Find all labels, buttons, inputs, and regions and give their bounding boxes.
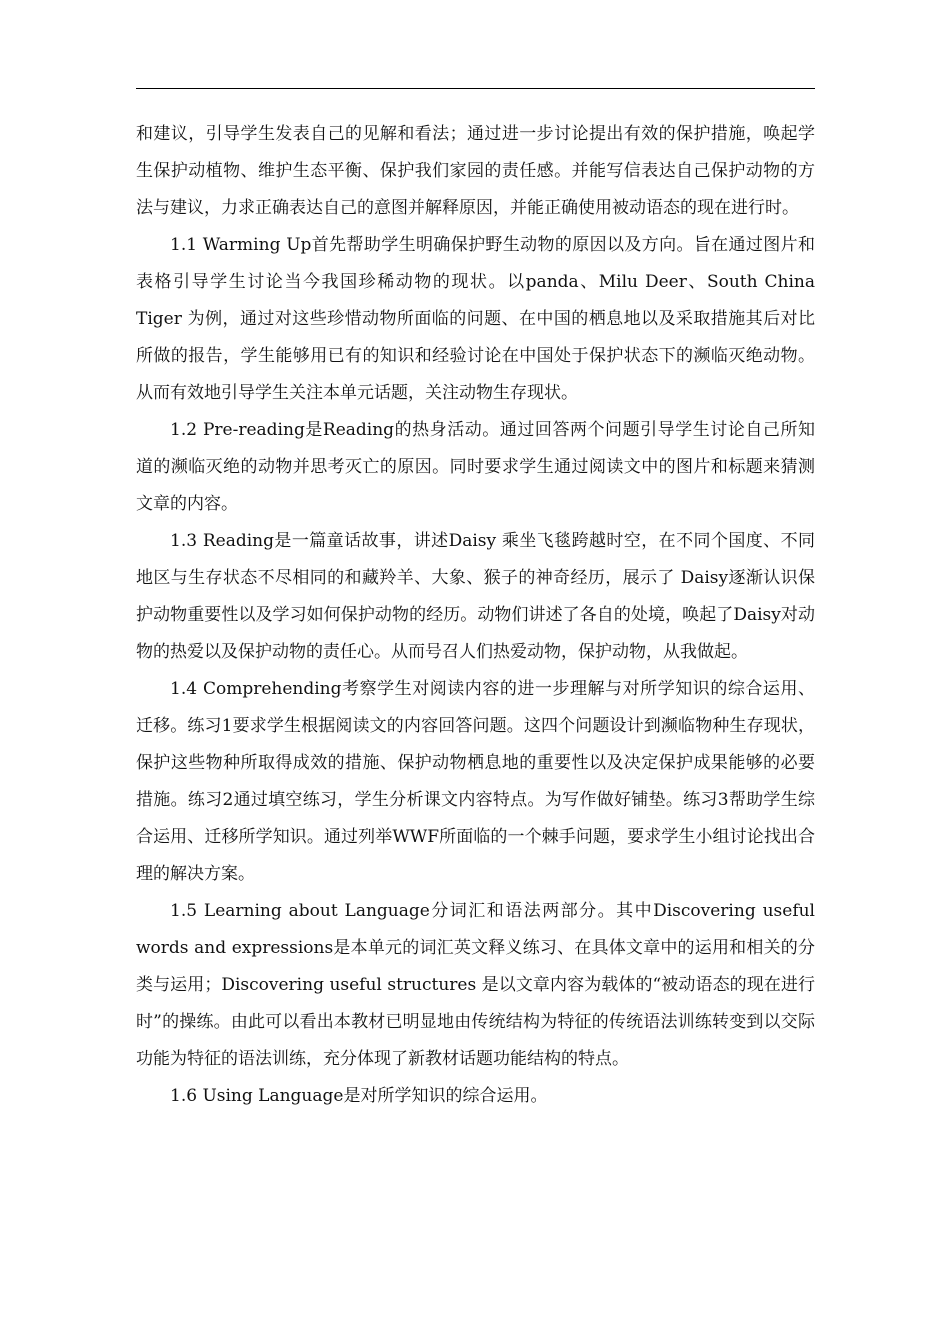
- document-body: [136, 116, 815, 1115]
- paragraph-comprehending: 1.4 Comprehending考察学生对阅读内容的进一步理解与对所学知识的综合运用、迁移。练习1要求学生根据阅读文的内容回答问题。这四个问题设计到濒临物种生存现状，保护这些物种所取得成效的措施、保护动物栖息地的重要性以及决定保护成果能够的必要措施。练习2通过填空练习，学生分析课文内容特点。为写作做好铺垫。练习3帮助学生综合运用、迁移所学知识。通过列举WWF所面临的一个棘手问题，要求学生小组讨论找出合理的解决方案。: [136, 679, 815, 884]
- paragraph-using-language: 1.6 Using Language是对所学知识的综合运用。: [170, 1086, 548, 1106]
- paragraph-reading: 1.3 Reading是一篇童话故事，讲述Daisy 乘坐飞毯跨越时空，在不同个国度、不同地区与生存状态不尽相同的和藏羚羊、大象、猴子的神奇经历，展示了 Daisy逐渐认识保护动物重要性以及学习如何保护动物的经历。动物们讲述了各自的处境，唤起了Daisy对动物的热爱以及保护动物的责任心。从而号召人们热爱动物，保护动物，从我做起。: [136, 531, 815, 662]
- paragraph-warming-up: 1.1 Warming Up首先帮助学生明确保护野生动物的原因以及方向。旨在通过图片和表格引导学生讨论当今我国珍稀动物的现状。以panda、Milu Deer、South China Tiger 为例，通过对这些珍惜动物所面临的问题、在中国的栖息地以及采取措施其后对比所做的报告，学生能够用已有的知识和经验讨论在中国处于保护状态下的濒临灭绝动物。从而有效地引导学生关注本单元话题，关注动物生存现状。: [136, 235, 815, 403]
- header-rule: [136, 88, 815, 89]
- paragraph-continuation: 和建议，引导学生发表自己的见解和看法；通过进一步讨论提出有效的保护措施，唤起学生保护动植物、维护生态平衡、保护我们家园的责任感。并能写信表达自己保护动物的方法与建议，力求正确表达自己的意图并解释原因，并能正确使用被动语态的现在进行时。: [136, 124, 815, 218]
- paragraph-pre-reading: 1.2 Pre-reading是Reading的热身活动。通过回答两个问题引导学生讨论自己所知道的濒临灭绝的动物并思考灭亡的原因。同时要求学生通过阅读文中的图片和标题来猜测文章的内容。: [136, 420, 815, 514]
- paragraph-learning-about-language: 1.5 Learning about Language分词汇和语法两部分。其中Discovering useful words and expressions是本单元的词汇英文释义练习、在具体文章中的运用和相关的分类与运用；Discovering useful structures 是以文章内容为载体的“被动语态的现在进行时”的操练。由此可以看出本教材已明显地由传统结构为特征的传统语法训练转变到以交际功能为特征的语法训练，充分体现了新教材话题功能结构的特点。: [136, 901, 815, 1069]
